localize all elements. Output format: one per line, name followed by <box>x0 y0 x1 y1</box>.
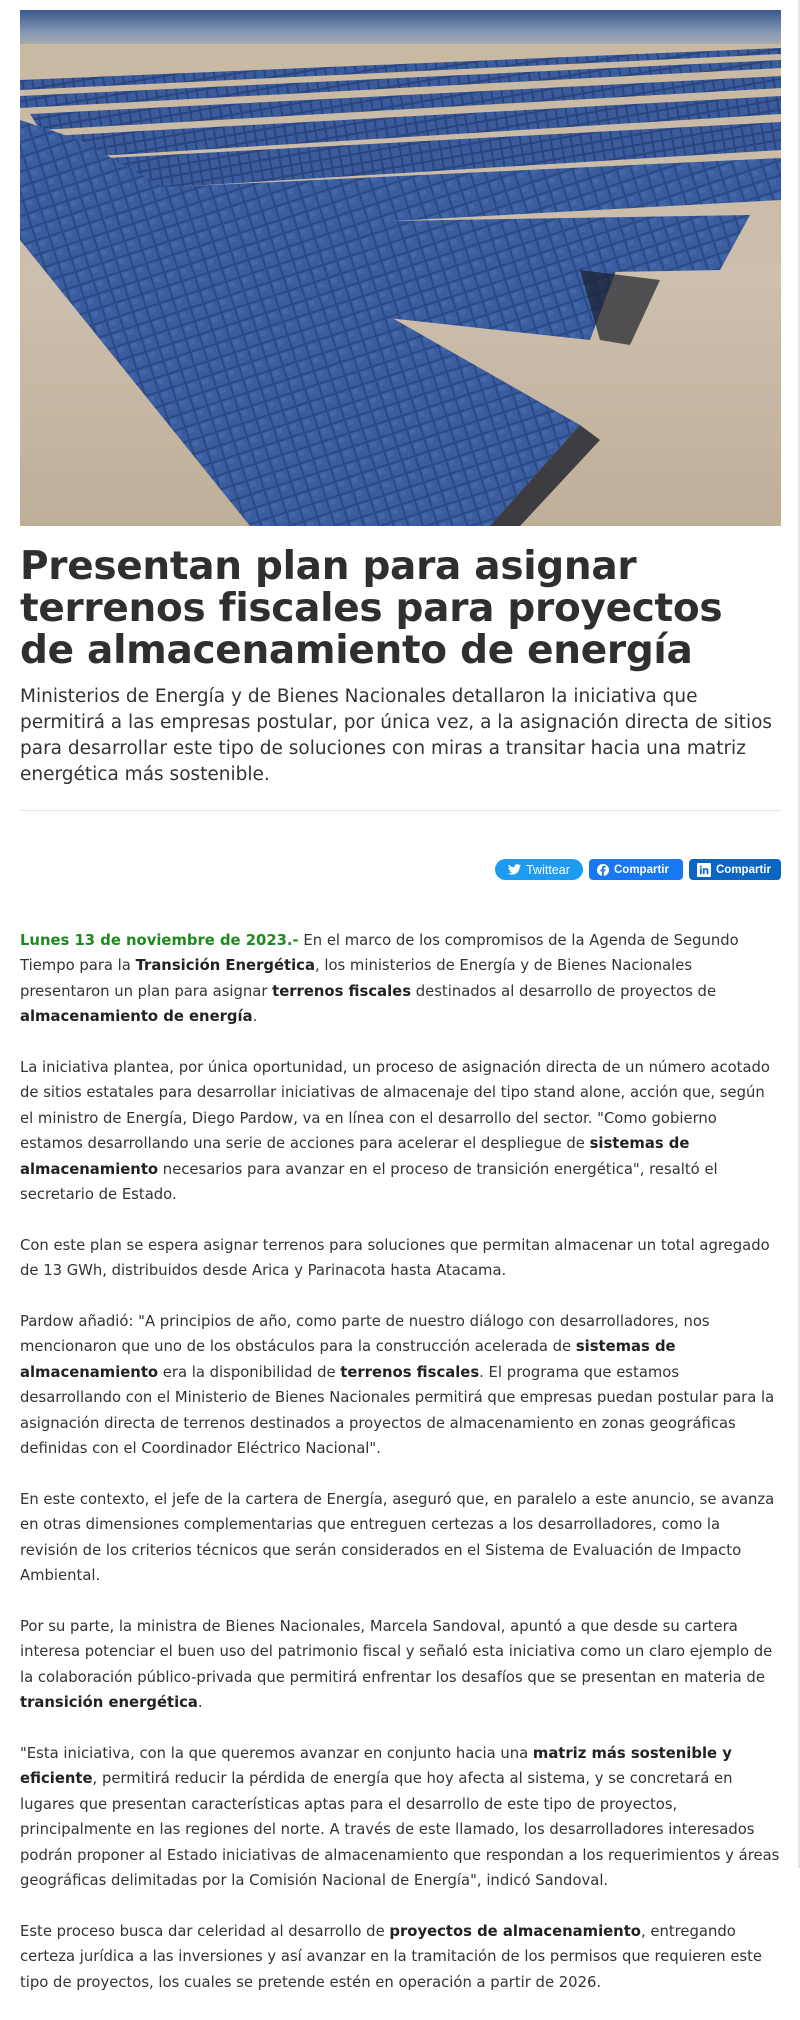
bold-text: sistemas de almacenamiento <box>20 1338 676 1381</box>
paragraph-text: "Esta iniciativa, con la que queremos avanzar en conjunto hacia una <box>20 1744 533 1762</box>
bold-text: sistemas de almacenamiento <box>20 1135 690 1178</box>
facebook-share-button[interactable] <box>589 859 683 880</box>
divider <box>20 810 781 811</box>
linkedin-share-label: Compartir <box>716 863 771 876</box>
paragraph-text: destinados al desarrollo de proyectos de <box>411 982 717 1000</box>
linkedin-icon <box>697 863 711 877</box>
twitter-bird-icon <box>508 864 521 875</box>
twitter-share-label: Twittear <box>526 862 570 877</box>
bold-text: almacenamiento de energía <box>20 1008 253 1026</box>
article-paragraph <box>20 1233 781 1284</box>
twitter-share-button[interactable] <box>495 859 583 880</box>
article-paragraph <box>20 1487 781 1589</box>
article-title: Presentan plan para asignar terrenos fiscales para proyectos de almacenamiento de energía <box>20 544 723 673</box>
paragraph-text: . <box>197 1694 203 1712</box>
paragraph-text: era la disponibilidad de <box>158 1363 341 1381</box>
facebook-share-label: Compartir <box>614 863 669 876</box>
bold-text: terrenos fiscales <box>272 982 411 1000</box>
paragraph-text: necesarios para avanzar en el proceso de transición energética", resaltó el secretario de Estado. <box>20 1160 718 1204</box>
paragraph-text: Pardow añadió: "A principios de año, como parte de nuestro diálogo con desarrolladores, nos mencionaron que uno de los obstáculos para la construcción acelerada de <box>20 1313 710 1356</box>
paragraph-text: Con este plan se espera asignar terrenos para soluciones que permitan almacenar un total agregado de 13 GWh, distribuidos desde Arica y Parinacota hasta Atacama. <box>20 1236 770 1280</box>
bold-text: matriz más sostenible y eficiente <box>20 1744 732 1788</box>
article-paragraph <box>20 1309 781 1461</box>
paragraph-text: , los ministerios de Energía y de Bienes Nacionales presentaron un plan para asignar <box>20 957 693 1000</box>
bold-text: transición energética <box>20 1694 198 1712</box>
bold-text: proyectos de almacenamiento <box>389 1922 641 1940</box>
article-paragraph <box>20 1055 781 1207</box>
paragraph-text: , entregando certeza jurídica a las inversiones y así avanzar en la tramitación de los permisos que requieren este tipo de proyectos, los cuales se pretende estén en operación a partir de 2026. <box>20 1922 763 1991</box>
article-body <box>20 928 781 1995</box>
article-lead: Ministerios de Energía y de Bienes Nacionales detallaron la iniciativa que permitirá a las empresas postular, por única vez, a la asignación directa de sitios para desarrollar este tipo de soluciones con miras a transitar hacia una matriz energética más sostenible. <box>20 686 773 785</box>
paragraph-text: La iniciativa plantea, por única oportunidad, un proceso de asignación directa de un número acotado de sitios estatales para desarrollar iniciativas de almacenaje del tipo stand alone, acción que, según el ministro de Energía, Diego Pardow, va en línea con el desarrollo del sector. "Como gobierno estamos desarrollando una serie de acciones para acelerar el despliegue de <box>20 1059 770 1153</box>
linkedin-share-button[interactable] <box>689 859 781 880</box>
share-bar <box>20 859 781 881</box>
bold-text: Transición Energética <box>135 957 315 975</box>
bold-text: terrenos fiscales <box>340 1363 480 1381</box>
paragraph-text: En este contexto, el jefe de la cartera de Energía, aseguró que, en paralelo a este anuncio, se avanza en otras dimensiones complementarias que entreguen certezas a los desarrolladores, como la revisión de los criterios técnicos que serán considerados en el Sistema de Evaluación de Impacto Ambiental. <box>20 1490 775 1585</box>
article-date: Lunes 13 de noviembre de 2023.- <box>20 932 299 949</box>
paragraph-text: En el marco de los compromisos de la Agenda de Segundo Tiempo para la <box>20 932 739 975</box>
paragraph-text: , permitirá reducir la pérdida de energía que hoy afecta al sistema, y se concretará en lugares que presentan características aptas para el desarrollo de este tipo de proyectos, principalmente en las regiones del norte. A través de este llamado, los desarrolladores interesados podrán proponer al Estado iniciativas de almacenamiento que respondan a los requerimientos y áreas geográficas delimitadas por la Comisión Nacional de Energía", indicó Sandoval. <box>20 1770 780 1889</box>
article-page <box>20 10 781 2020</box>
article-paragraph <box>20 1919 781 1995</box>
facebook-icon <box>597 864 609 876</box>
article-paragraph <box>20 928 781 1030</box>
hero-image <box>20 10 781 526</box>
article-paragraph <box>20 1741 781 1893</box>
paragraph-text: Este proceso busca dar celeridad al desarrollo de <box>20 1922 390 1940</box>
article-paragraph <box>20 1614 781 1716</box>
paragraph-text: . El programa que estamos desarrollando con el Ministerio de Bienes Nacionales permitirá que empresas puedan postular para la asignación directa de terrenos destinados a proyectos de almacenamiento en zonas geográficas definidas con el Coordinador Eléctrico Nacional". <box>20 1363 775 1458</box>
paragraph-text: . <box>252 1008 258 1026</box>
paragraph-text: Por su parte, la ministra de Bienes Nacionales, Marcela Sandoval, apuntó a que desde su cartera interesa potenciar el buen uso del patrimonio fiscal y señaló esta iniciativa como un claro ejemplo de la colaboración público-privada que permitirá enfrentar los desafíos que se presentan en materia de <box>20 1617 773 1686</box>
